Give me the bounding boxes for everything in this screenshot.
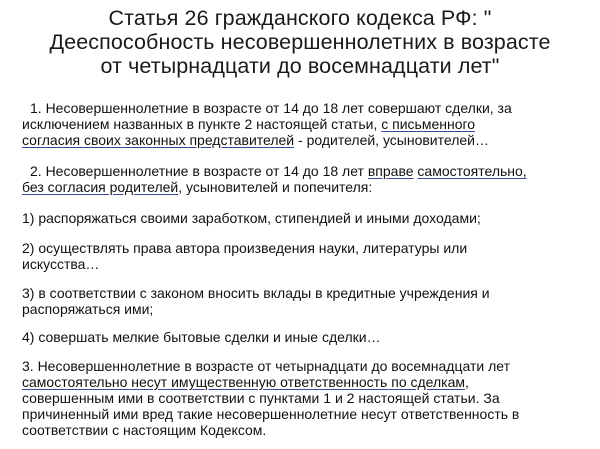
independently-link[interactable]: самостоятельно, (417, 163, 527, 179)
paragraph-3-line-1: 3. Несовершеннолетние в возрасте от четырнадцати до восемнадцати лет (22, 358, 510, 374)
title-line-2: Дееспособность несовершеннолетних в возрасте (49, 30, 551, 54)
paragraph-1-line-3: согласия своих законных представителей - родителей, усыновителей… (22, 132, 489, 148)
paragraph-1-line-1: 1. Несовершеннолетние в возрасте от 14 до 18 лет совершают сделки, за (30, 100, 512, 116)
list-item-1: 1) распоряжаться своими заработком, стипендией и иными доходами; (22, 210, 481, 226)
list-item-2-line-1: 2) осуществлять права автора произведения науки, литературы или (22, 240, 468, 256)
paragraph-3-line-4: причиненный ими вред такие несовершеннолетние несут ответственность в (22, 406, 520, 422)
list-item-3-line-2: распоряжаться ими; (22, 301, 154, 317)
paragraph-3-line-5: соответствии с настоящим Кодексом. (22, 422, 267, 438)
list-item-3-line-1: 3) в соответствии с законом вносить вклады в кредитные учреждения и (22, 285, 490, 301)
paragraph-3 (22, 358, 519, 438)
paragraph-1-line-2: исключением названных в пункте 2 настоящей статьи, с письменного (22, 116, 476, 132)
list-item-2-line-2: искусства… (22, 256, 100, 272)
paragraph-3-line-2: самостоятельно несут имущественную ответственность по сделкам, (22, 374, 469, 390)
list-item (22, 285, 490, 317)
list-item (22, 210, 481, 226)
paragraph-2-line-2: без согласия родителей, усыновителей и попечителя: (22, 179, 373, 195)
list-item-4: 4) совершать мелкие бытовые сделки и иные сделки… (22, 329, 381, 345)
page-title (0, 6, 600, 78)
paragraph-2 (22, 163, 527, 195)
legal-representatives-link[interactable]: согласия своих законных представителей (22, 132, 295, 148)
entitled-link[interactable]: вправе (367, 163, 414, 179)
paragraph-2-line-1: 2. Несовершеннолетние в возрасте от 14 до 18 лет вправе самостоятельно, (30, 163, 527, 179)
paragraph-3-line-3: совершенным ими в соответствии с пунктами 1 и 2 настоящей статьи. За (22, 390, 500, 406)
paragraph-1 (22, 100, 512, 148)
written-consent-link[interactable]: с письменного (381, 116, 476, 132)
title-line-3: от четырнадцати до восемнадцати лет" (100, 54, 500, 78)
title-line-1: Статья 26 гражданского кодекса РФ: " (108, 6, 492, 30)
property-liability-link[interactable]: самостоятельно несут имущественную ответственность по сделкам (22, 374, 465, 390)
list-item (22, 240, 467, 272)
without-parental-consent-link[interactable]: без согласия родителей (22, 179, 179, 195)
list-item (22, 329, 381, 345)
